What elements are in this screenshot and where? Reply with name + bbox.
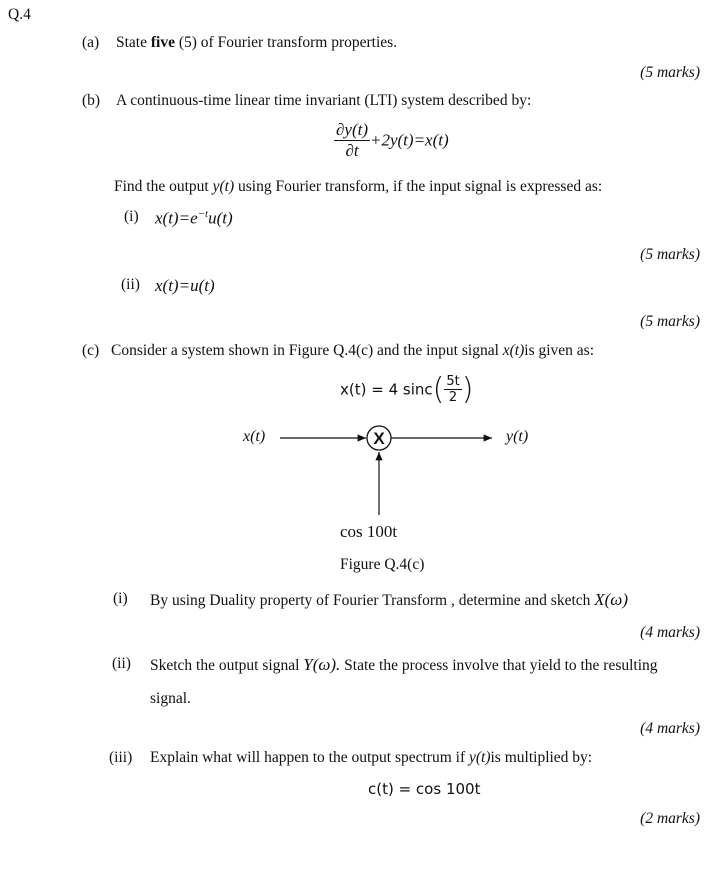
part-c-label: (c): [82, 342, 100, 359]
diagram-input-label: x(t): [243, 428, 266, 445]
part-c-text: Consider a system shown in Figure Q.4(c) and the input signal x(t)is given as:: [111, 342, 595, 359]
part-b-find-text: Find the output y(t) using Fourier transform, if the input signal is expressed as:: [114, 178, 603, 195]
part-a-marks: (5 marks): [640, 64, 700, 81]
part-a-label: (a): [82, 34, 100, 51]
part-c-iii-equation: c(t) = cos 100t: [368, 780, 481, 798]
part-b-i-equation: $x(t)=e^{-t}u(t)$: [155, 208, 233, 228]
part-c-ii-marks: (4 marks): [640, 720, 700, 737]
part-b-i-marks: (5 marks): [640, 246, 700, 263]
part-b-text: A continuous-time linear time invariant (LTI) system described by:: [116, 92, 532, 109]
part-c-ii-text-line2: signal.: [150, 690, 191, 707]
differential-equation: $\frac{\partial y(t)}{\partial t}$ +2y(t)=x(t): [336, 120, 449, 160]
part-c-iii-label: (iii): [109, 749, 133, 766]
part-a-text: State five (5) of Fourier transform properties.: [116, 34, 398, 51]
input-signal-equation: x(t) = 4 sinc( $\frac{5t}{2}$ ): [340, 372, 474, 407]
part-b-ii-label: (ii): [121, 276, 140, 293]
part-c-ii-text: Sketch the output signal Y(ω). State the process involve that yield to the resulting: [150, 655, 658, 674]
part-b-label: (b): [82, 92, 101, 109]
part-c-ii-label: (ii): [112, 655, 131, 672]
part-c-i-marks: (4 marks): [640, 624, 700, 641]
diagram-carrier-label: cos 100t: [340, 522, 398, 541]
diagram-output-label: y(t): [506, 428, 529, 445]
multiply-symbol: X: [373, 429, 385, 448]
part-b-ii-marks: (5 marks): [640, 313, 700, 330]
part-c-i-text: By using Duality property of Fourier Transform , determine and sketch X(ω): [150, 590, 628, 609]
question-number: Q.4: [8, 6, 31, 23]
part-b-i-label: (i): [124, 208, 139, 225]
part-c-i-label: (i): [113, 590, 128, 607]
part-c-iii-text: Explain what will happen to the output spectrum if y(t)is multiplied by:: [150, 749, 593, 766]
part-c-iii-marks: (2 marks): [640, 810, 700, 827]
part-b-ii-equation: x(t)=u(t): [155, 276, 215, 295]
figure-caption: Figure Q.4(c): [340, 556, 425, 573]
